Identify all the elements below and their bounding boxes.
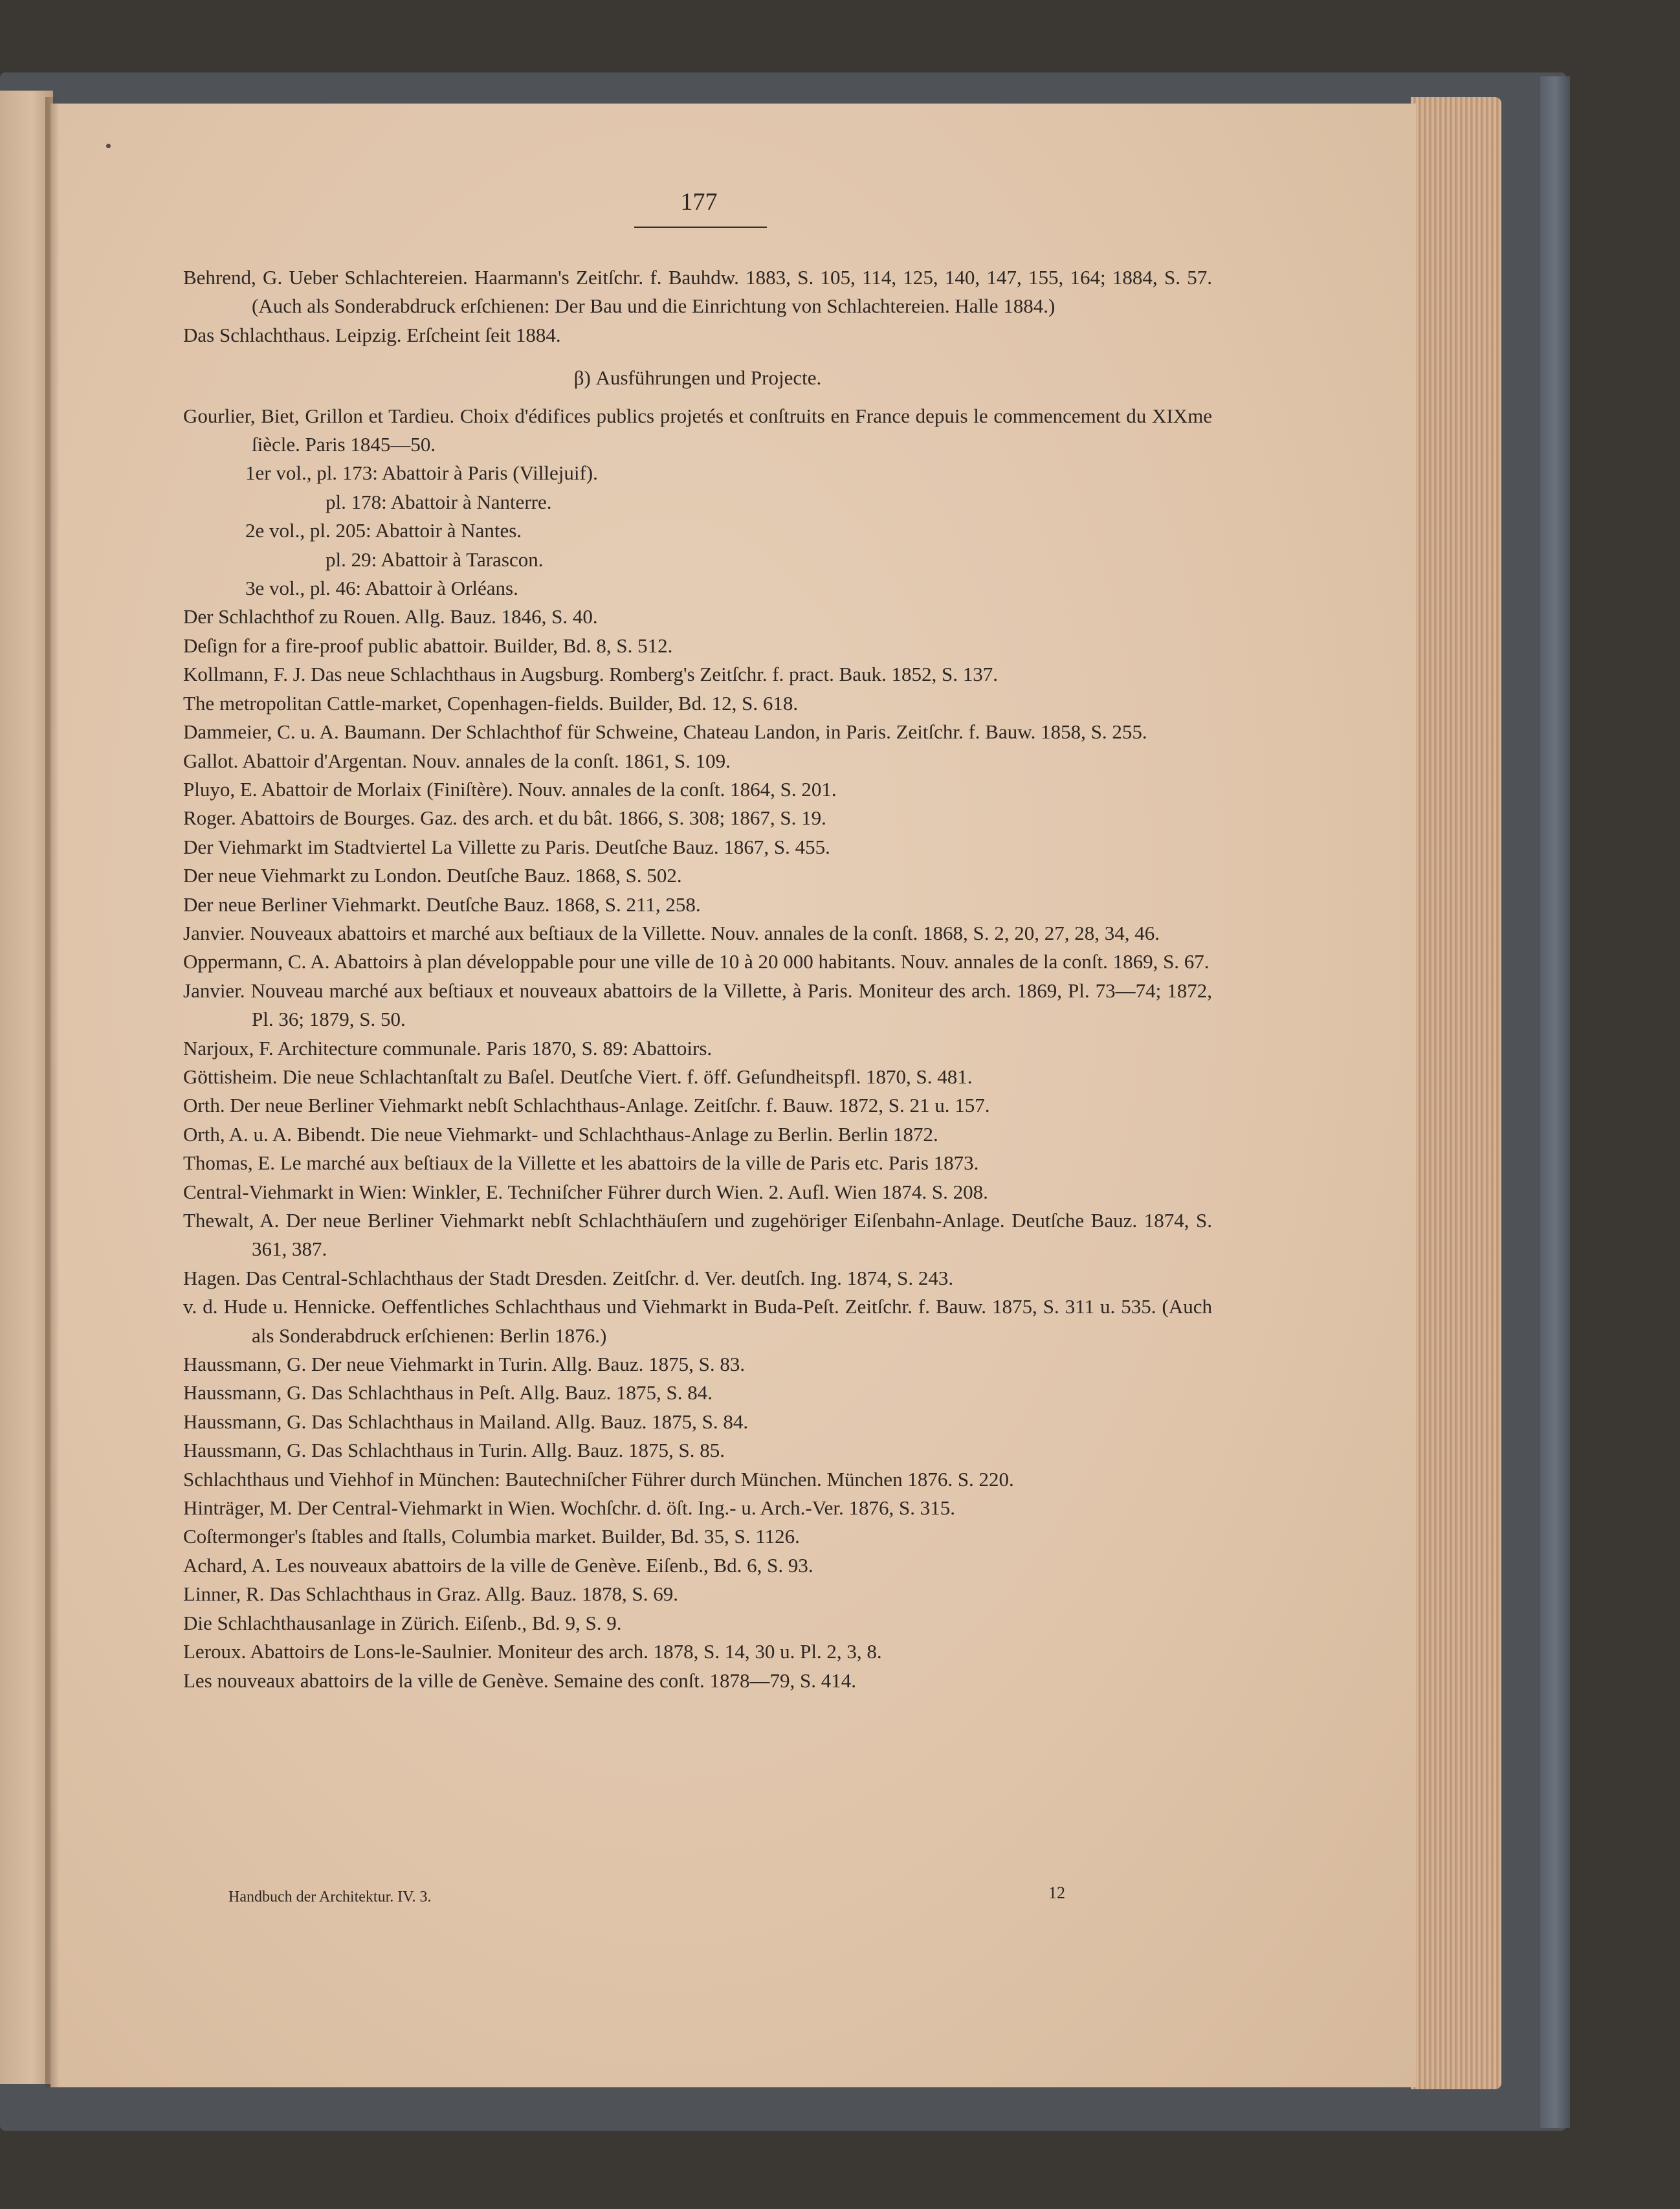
bibliography-entry: Janvier. Nouveau marché aux beſtiaux et nouveaux abattoirs de la Villette, à Paris. Moniteur des arch. 1869, Pl. 73—74; 1872, Pl. 36; 1879, S. 50. <box>183 979 1212 1031</box>
bibliography-entry: Leroux. Abattoirs de Lons-le-Saulnier. Moniteur des arch. 1878, S. 14, 30 u. Pl. 2, 3, 8. <box>183 1640 882 1663</box>
volume-line: pl. 29: Abattoir à Tarascon. <box>326 548 544 571</box>
bibliography-entry: Orth. Der neue Berliner Viehmarkt nebſt Schlachthaus-Anlage. Zeitſchr. f. Bauw. 1872, S. 21 u. 157. <box>183 1094 990 1117</box>
gourlier-entry <box>183 402 1212 603</box>
bibliography-entry: Der Schlachthof zu Rouen. Allg. Bauz. 1846, S. 40. <box>183 605 598 628</box>
bibliography-entry: Haussmann, G. Das Schlachthaus in Turin. Allg. Bauz. 1875, S. 85. <box>183 1439 725 1462</box>
bibliography-entry: Pluyo, E. Abattoir de Morlaix (Finiſtère). Nouv. annales de la conſt. 1864, S. 201. <box>183 777 837 801</box>
bibliography-entry: Gallot. Abattoir d'Argentan. Nouv. annales de la conſt. 1861, S. 109. <box>183 749 731 772</box>
bibliography-entry: Roger. Abattoirs de Bourges. Gaz. des arch. et du bât. 1866, S. 308; 1867, S. 19. <box>183 806 826 830</box>
bibliography-entry: Oppermann, C. A. Abattoirs à plan développable pour une ville de 10 à 20 000 habitants. Nouv. annales de la conſt. 1869, S. 67. <box>183 950 1210 973</box>
cover-edge <box>1540 76 1570 2128</box>
paper-speck <box>106 144 111 148</box>
bibliography-entry: Linner, R. Das Schlachthaus in Graz. Allg. Bauz. 1878, S. 69. <box>183 1582 679 1606</box>
bibliography-entry: Gourlier, Biet, Grillon et Tardieu. Choix d'édifices publics projetés et conſtruits en France depuis le commencement du XIXme ſiècle. Paris 1845—50. <box>183 404 1212 456</box>
bibliography-entry: Dammeier, C. u. A. Baumann. Der Schlachthof für Schweine, Chateau Landon, in Paris. Zeitſchr. f. Bauw. 1858, S. 255. <box>183 720 1147 744</box>
bibliography-entry: Göttisheim. Die neue Schlachtanſtalt zu Baſel. Deutſche Viert. f. öff. Geſundheitspfl. 1870, S. 481. <box>183 1065 973 1088</box>
bibliography-entry: Haussmann, G. Das Schlachthaus in Peſt. Allg. Bauz. 1875, S. 84. <box>183 1381 713 1404</box>
bibliography-entry: Die Schlachthausanlage in Zürich. Eiſenb., Bd. 9, S. 9. <box>183 1611 622 1634</box>
volume-line: 1er vol., pl. 173: Abattoir à Paris (Villejuif). <box>245 461 598 485</box>
bibliography-entry: Thomas, E. Le marché aux beſtiaux de la Villette et les abattoirs de la ville de Paris etc. Paris 1873. <box>183 1151 979 1175</box>
bibliography-entry: Orth, A. u. A. Bibendt. Die neue Viehmarkt- und Schlachthaus-Anlage zu Berlin. Berlin 1872. <box>183 1122 938 1146</box>
page-number-rule <box>634 227 767 228</box>
volume-line: 2e vol., pl. 205: Abattoir à Nantes. <box>245 519 522 542</box>
page-fore-edge <box>1411 97 1501 2089</box>
entry-group-1 <box>183 263 1212 350</box>
bibliography-entry: Der neue Viehmarkt zu London. Deutſche Bauz. 1868, S. 502. <box>183 864 682 887</box>
bibliography-entry: Schlachthaus und Viehhof in München: Bautechniſcher Führer durch München. München 1876. S. 220. <box>183 1467 1014 1491</box>
bibliography-entry: Janvier. Nouveaux abattoirs et marché aux beſtiaux de la Villette. Nouv. annales de la conſt. 1868, S. 2, 20, 27, 28, 34, 46. <box>183 921 1160 944</box>
bibliography-entry: Der Viehmarkt im Stadtviertel La Villette zu Paris. Deutſche Bauz. 1867, S. 455. <box>183 835 830 858</box>
bibliography-entry: Narjoux, F. Architecture communale. Paris 1870, S. 89: Abattoirs. <box>183 1036 713 1060</box>
footer-signature-mark: 12 <box>1048 1883 1065 1902</box>
footer-series-title: Handbuch der Architektur. IV. 3. <box>228 1889 432 1905</box>
volume-line: pl. 178: Abattoir à Nanterre. <box>326 490 552 513</box>
bibliography-entry: Das Schlachthaus. Leipzig. Erſcheint ſeit 1884. <box>183 323 561 346</box>
bibliography-entry: Haussmann, G. Der neue Viehmarkt in Turin. Allg. Bauz. 1875, S. 83. <box>183 1353 746 1376</box>
bibliography-entry: Coſtermonger's ſtables and ſtalls, Columbia market. Builder, Bd. 35, S. 1126. <box>183 1525 800 1548</box>
bibliography-entry: Der neue Berliner Viehmarkt. Deutſche Bauz. 1868, S. 211, 258. <box>183 893 701 916</box>
bibliography-entry: Haussmann, G. Das Schlachthaus in Mailand. Allg. Bauz. 1875, S. 84. <box>183 1410 749 1433</box>
bibliography-entry: Hinträger, M. Der Central-Viehmarkt in Wien. Wochſchr. d. öſt. Ing.- u. Arch.-Ver. 1876, S. 315. <box>183 1496 956 1520</box>
bibliography-entry: v. d. Hude u. Hennicke. Oeffentliches Schlachthaus und Viehmarkt in Buda-Peſt. Zeitſchr. f. Bauw. 1875, S. 311 u. 535. (Auch als Sonderabdruck erſchienen: Berlin 1876.) <box>183 1295 1212 1347</box>
volume-line: 3e vol., pl. 46: Abattoir à Orléans. <box>245 577 518 600</box>
bibliography-entry: Deſign for a fire-proof public abattoir. Builder, Bd. 8, S. 512. <box>183 634 673 657</box>
bibliography-entry: Central-Viehmarkt in Wien: Winkler, E. Techniſcher Führer durch Wien. 2. Aufl. Wien 1874. S. 208. <box>183 1180 988 1203</box>
bibliography-entry: The metropolitan Cattle-market, Copenhagen-fields. Builder, Bd. 12, S. 618. <box>183 691 799 715</box>
bibliography-entry: Behrend, G. Ueber Schlachtereien. Haarmann's Zeitſchr. f. Bauhdw. 1883, S. 105, 114, 125, 140, 147, 155, 164; 1884, S. 57. (Auch als Sonderabdruck erſchienen: Der Bau und die Einrichtung von Schlachtereien. Halle 1884.) <box>183 266 1212 318</box>
bibliography-entry: Achard, A. Les nouveaux abattoirs de la ville de Genève. Eiſenb., Bd. 6, S. 93. <box>183 1553 813 1577</box>
page-gutter <box>45 97 60 2087</box>
entry-group-2 <box>183 603 1212 1694</box>
bibliography-entry: Kollmann, F. J. Das neue Schlachthaus in Augsburg. Romberg's Zeitſchr. f. pract. Bauk. 1852, S. 137. <box>183 663 999 686</box>
bibliography-entry: Thewalt, A. Der neue Berliner Viehmarkt nebſt Schlachthäuſern und zugehöriger Eiſenbahn-Anlage. Deutſche Bauz. 1874, S. 361, 387. <box>183 1209 1212 1261</box>
section-subheading: β) Ausführungen und Projecte. <box>573 366 822 390</box>
bibliography-entry: Hagen. Das Central-Schlachthaus der Stadt Dresden. Zeitſchr. d. Ver. deutſch. Ing. 1874, S. 243. <box>183 1266 954 1289</box>
bibliography-entry: Les nouveaux abattoirs de la ville de Genève. Semaine des conſt. 1878—79, S. 414. <box>183 1669 856 1692</box>
page-number: 177 <box>680 188 718 216</box>
